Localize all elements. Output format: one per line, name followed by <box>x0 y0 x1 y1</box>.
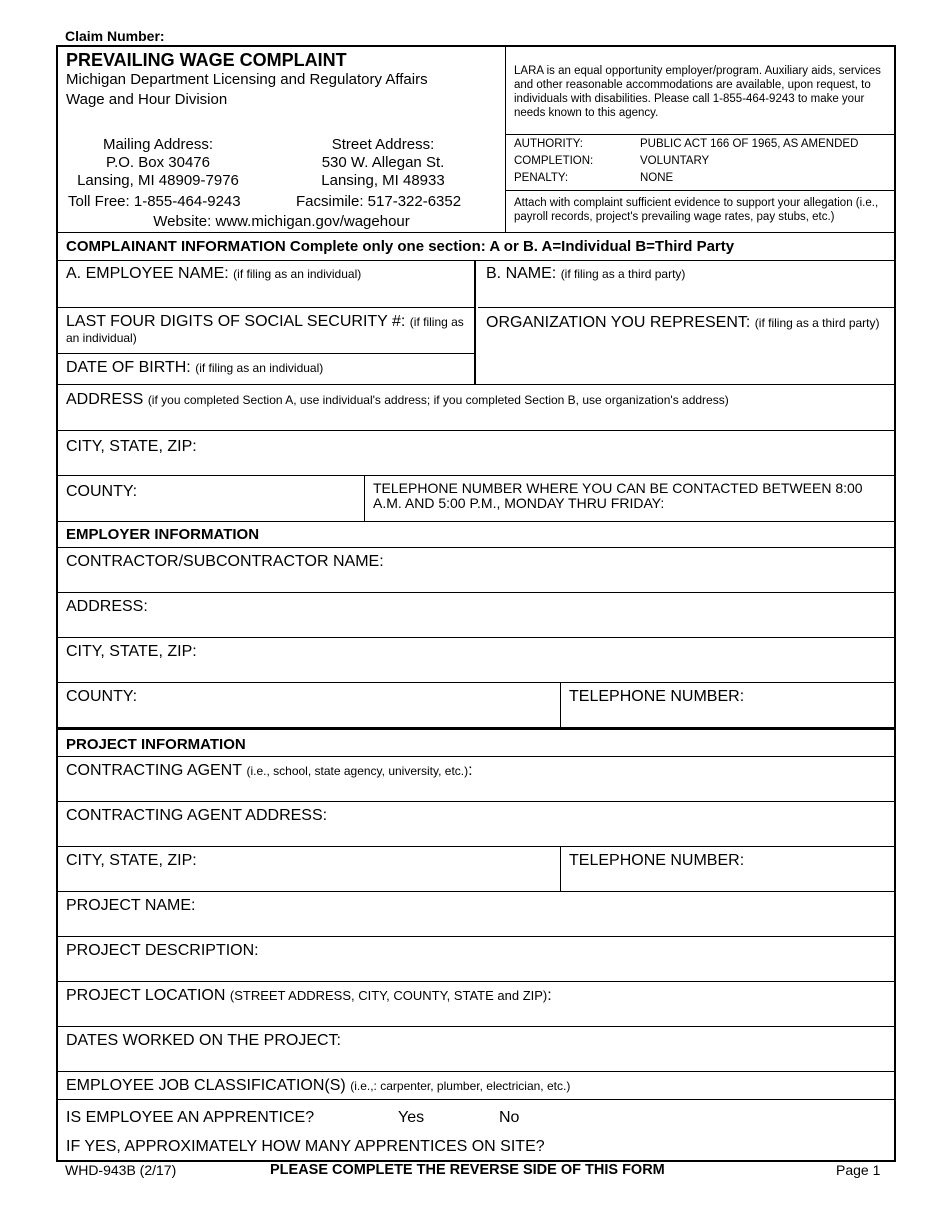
mailing-line2: Lansing, MI 48909-7976 <box>77 172 239 189</box>
equal-opportunity-notice: LARA is an equal opportunity employer/program. Auxiliary aids, services and other reasonable accommodations are available, upon request, to individuals with disabilities. Please call 1-855-464-9243 to make your needs known to this agency. <box>506 47 894 135</box>
project-location-field[interactable] <box>58 982 894 1027</box>
notice-panel <box>505 47 894 232</box>
project-telephone-label: TELEPHONE NUMBER: <box>569 852 745 869</box>
contractor-name-label: CONTRACTOR/SUBCONTRACTOR NAME: <box>66 553 384 570</box>
contracting-agent-note: (i.e., school, state agency, university, etc.) <box>246 764 469 778</box>
project-location-label: PROJECT LOCATION <box>66 987 226 1004</box>
apprentice-question: IS EMPLOYEE AN APPRENTICE? <box>66 1109 315 1126</box>
employer-telephone-label: TELEPHONE NUMBER: <box>569 688 745 705</box>
completion-value: VOLUNTARY <box>640 155 710 167</box>
agent-address-label: CONTRACTING AGENT ADDRESS: <box>66 807 328 824</box>
job-classification-note: (i.e.,: carpenter, plumber, electrician, etc.) <box>350 1079 571 1093</box>
complainant-county-field[interactable] <box>58 476 365 521</box>
division-name: Wage and Hour Division <box>66 91 228 108</box>
organization-field[interactable] <box>478 308 894 385</box>
section-a <box>58 261 476 385</box>
employer-county-field[interactable] <box>58 683 561 727</box>
project-description-label: PROJECT DESCRIPTION: <box>66 942 259 959</box>
b-name-note: (if filing as a third party) <box>560 267 686 281</box>
project-heading-text: PROJECT INFORMATION <box>66 736 246 753</box>
contracting-agent-field[interactable] <box>58 757 894 802</box>
project-city-field[interactable] <box>58 847 561 891</box>
street-line2: Lansing, MI 48933 <box>321 172 445 189</box>
employer-section-heading <box>58 522 894 548</box>
form-header <box>58 47 894 233</box>
complainant-telephone-label: TELEPHONE NUMBER WHERE YOU CAN BE CONTACTED BETWEEN 8:00 A.M. AND 5:00 P.M., MONDAY THRU FRIDAY: <box>373 480 863 511</box>
mailing-heading: Mailing Address: <box>102 136 214 153</box>
employee-name-label: A. EMPLOYEE NAME: <box>66 265 229 282</box>
authority-label: AUTHORITY: <box>514 138 584 150</box>
page-number: Page 1 <box>836 1162 881 1178</box>
claim-number-label: Claim Number: <box>65 28 165 44</box>
authority-value: PUBLIC ACT 166 OF 1965, AS AMENDED <box>640 138 859 150</box>
dob-label: DATE OF BIRTH: <box>66 359 191 376</box>
project-location-note: (STREET ADDRESS, CITY, COUNTY, STATE and ZIP) <box>229 988 548 1003</box>
employer-telephone-field[interactable] <box>561 683 894 727</box>
contracting-agent-label: CONTRACTING AGENT <box>66 762 243 779</box>
employer-city-field[interactable] <box>58 638 894 683</box>
organization-label: ORGANIZATION YOU REPRESENT: <box>486 314 751 331</box>
ssn-note: (if filing as an individual) <box>66 315 464 345</box>
dob-note: (if filing as an individual) <box>195 361 324 375</box>
form-id: WHD-943B (2/17) <box>65 1162 177 1178</box>
employer-city-label: CITY, STATE, ZIP: <box>66 643 197 660</box>
complainant-address-field[interactable] <box>58 385 894 431</box>
complainant-county-label: COUNTY: <box>66 483 138 500</box>
department-name: Michigan Department Licensing and Regulatory Affairs <box>66 71 428 88</box>
employee-name-field[interactable] <box>58 261 474 308</box>
contracting-agent-colon: : <box>468 762 473 779</box>
dates-worked-label: DATES WORKED ON THE PROJECT: <box>66 1032 341 1049</box>
toll-free-number: Toll Free: 1-855-464-9243 <box>68 193 241 210</box>
completion-label: COMPLETION: <box>514 155 594 167</box>
third-party-name-field[interactable] <box>478 261 894 308</box>
employer-county-label: COUNTY: <box>66 688 138 705</box>
street-line1: 530 W. Allegan St. <box>321 154 445 171</box>
complainant-city-field[interactable] <box>58 431 894 476</box>
complainant-ab-block <box>58 261 894 385</box>
authority-box <box>506 135 894 191</box>
street-heading: Street Address: <box>331 136 435 153</box>
organization-note: (if filing as a third party) <box>754 316 880 330</box>
employer-address-field[interactable] <box>58 593 894 638</box>
complainant-county-phone-row <box>58 476 894 522</box>
contractor-name-field[interactable] <box>58 548 894 593</box>
complaint-form <box>56 45 896 1162</box>
project-name-label: PROJECT NAME: <box>66 897 196 914</box>
reverse-side-notice: PLEASE COMPLETE THE REVERSE SIDE OF THIS FORM <box>270 1162 665 1178</box>
mailing-address <box>58 136 258 190</box>
dob-field[interactable] <box>58 354 474 385</box>
employer-heading-text: EMPLOYER INFORMATION <box>66 526 260 543</box>
apprentice-block <box>58 1100 894 1164</box>
agent-address-field[interactable] <box>58 802 894 847</box>
complainant-address-note: (if you completed Section A, use individual's address; if you completed Section B, use organization's address) <box>147 393 729 407</box>
dates-worked-field[interactable] <box>58 1027 894 1072</box>
project-name-field[interactable] <box>58 892 894 937</box>
section-b <box>478 261 894 385</box>
complainant-address-label: ADDRESS <box>66 391 144 408</box>
b-name-label: B. NAME: <box>486 265 557 282</box>
street-address <box>278 136 488 190</box>
employer-address-label: ADDRESS: <box>66 598 148 615</box>
complainant-heading-text: COMPLAINANT INFORMATION Complete only one section: A or B. A=Individual B=Third Party <box>66 238 735 255</box>
facsimile-number: Facsimile: 517-322-6352 <box>296 193 462 210</box>
job-classification-label: EMPLOYEE JOB CLASSIFICATION(S) <box>66 1077 346 1094</box>
employer-county-phone-row <box>58 683 894 730</box>
complainant-city-label: CITY, STATE, ZIP: <box>66 438 197 455</box>
form-title: PREVAILING WAGE COMPLAINT <box>66 50 347 70</box>
project-city-phone-row <box>58 847 894 892</box>
employee-name-note: (if filing as an individual) <box>233 267 362 281</box>
job-classification-field[interactable] <box>58 1072 894 1100</box>
attach-evidence-note: Attach with complaint sufficient evidence to support your allegation (i.e., payroll records, project's prevailing wage rates, pay stubs, etc.) <box>514 197 879 223</box>
ssn-field[interactable] <box>58 308 474 354</box>
complainant-section-heading <box>58 233 894 261</box>
apprentice-no-option[interactable]: No <box>499 1109 520 1126</box>
agency-info <box>58 47 505 232</box>
project-telephone-field[interactable] <box>561 847 894 891</box>
complainant-telephone-field[interactable] <box>365 476 894 521</box>
penalty-label: PENALTY: <box>514 172 569 184</box>
apprentice-yes-option[interactable]: Yes <box>398 1109 425 1126</box>
project-section-heading <box>58 730 894 757</box>
ssn-label: LAST FOUR DIGITS OF SOCIAL SECURITY #: <box>66 313 406 330</box>
penalty-value: NONE <box>640 172 674 184</box>
mailing-line1: P.O. Box 30476 <box>106 154 210 171</box>
project-location-colon: : <box>547 987 552 1004</box>
project-city-label: CITY, STATE, ZIP: <box>66 852 197 869</box>
project-description-field[interactable] <box>58 937 894 982</box>
apprentice-count-question[interactable]: IF YES, APPROXIMATELY HOW MANY APPRENTICES ON SITE? <box>66 1138 545 1155</box>
website: Website: www.michigan.gov/wagehour <box>153 213 410 230</box>
